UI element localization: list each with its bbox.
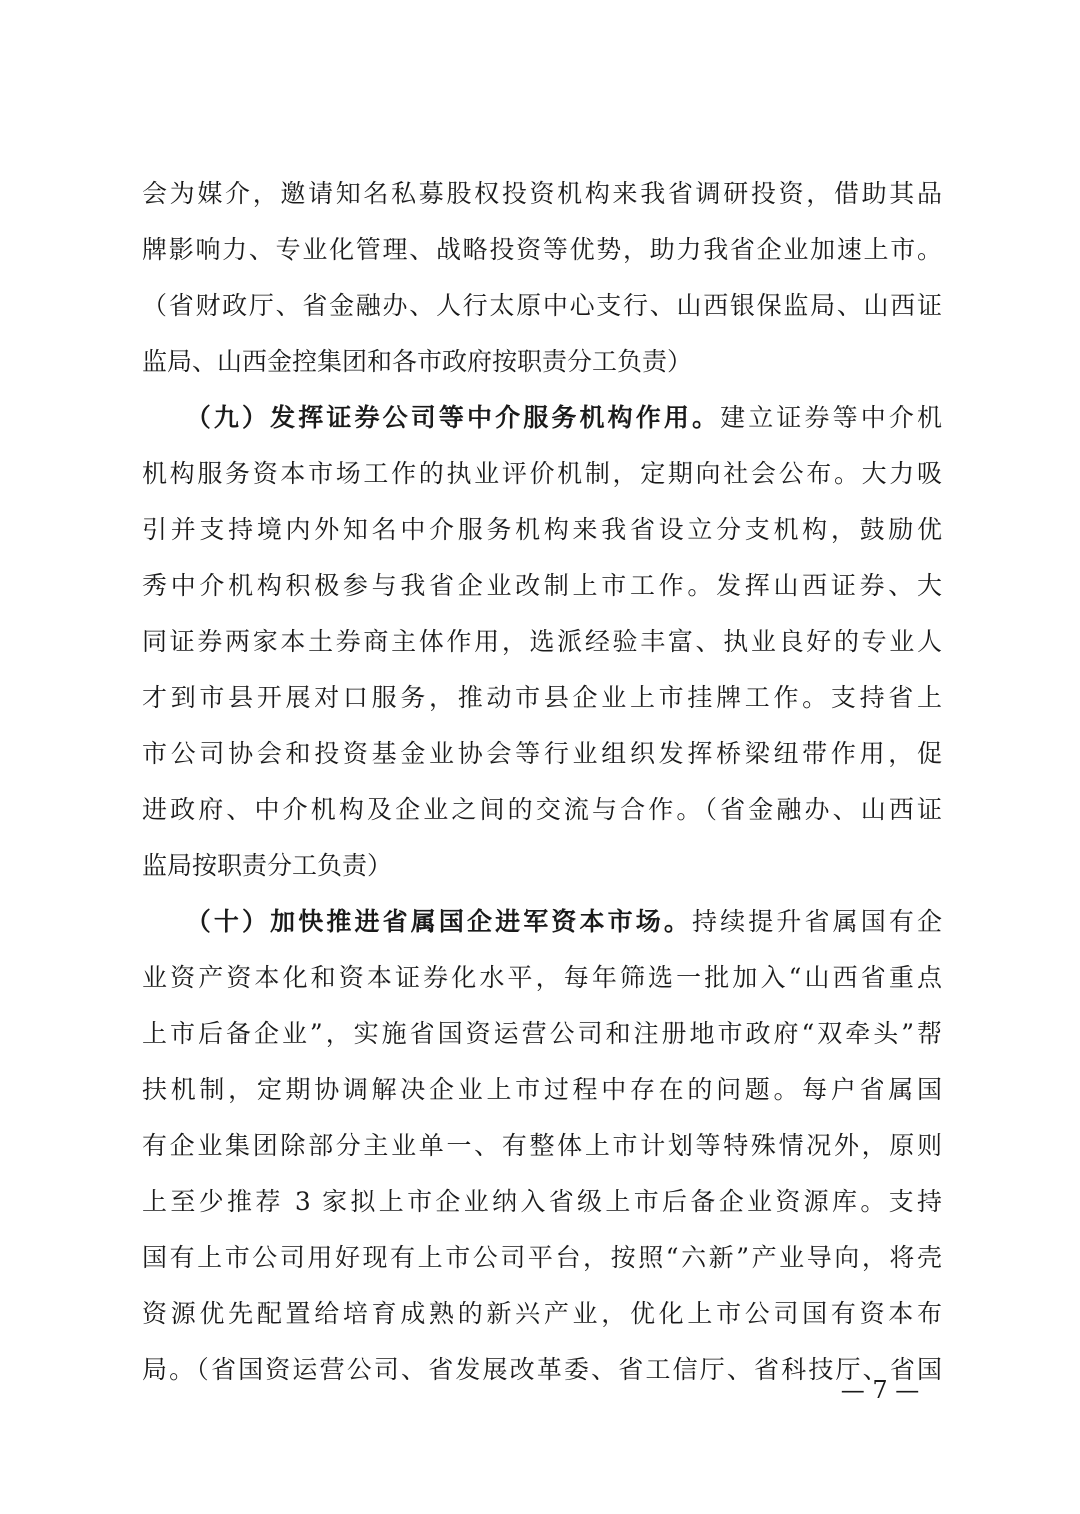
body-line: 监局、山西金控集团和各市政府按职责分工负责） (142, 347, 693, 376)
section-9-first-line (142, 398, 942, 438)
body-line: 有企业集团除部分主业单一、有整体上市计划等特殊情况外，原则 (142, 1131, 942, 1160)
section-9-heading: （九）发挥证券公司等中介服务机构作用。 (198, 403, 721, 432)
body-line: 市公司协会和投资基金业协会等行业组织发挥桥梁纽带作用，促 (142, 739, 942, 768)
body-line: 扶机制，定期协调解决企业上市过程中存在的问题。每户省属国 (142, 1075, 942, 1104)
section-10-text: 持续提升省属国有企 (691, 907, 942, 936)
body-line: 会为媒介，邀请知名私募股权投资机构来我省调研投资，借助其品 (142, 179, 942, 208)
body-line: 局。（省国资运营公司、省发展改革委、省工信厅、省科技厅、省国 (142, 1355, 942, 1384)
body-line: 才到市县开展对口服务，推动市县企业上市挂牌工作。支持省上 (142, 683, 942, 712)
body-line: 进政府、中介机构及企业之间的交流与合作。（省金融办、山西证 (142, 795, 942, 824)
section-10-heading: （十）加快推进省属国企进军资本市场。 (198, 907, 692, 936)
body-line: 监局按职责分工负责） (142, 851, 393, 880)
body-line: 引并支持境内外知名中介服务机构来我省设立分支机构，鼓励优 (142, 515, 942, 544)
body-line: 同证券两家本土券商主体作用，选派经验丰富、执业良好的专业人 (142, 627, 942, 656)
body-line: （省财政厅、省金融办、人行太原中心支行、山西银保监局、山西证 (142, 291, 942, 320)
body-line: 国有上市公司用好现有上市公司平台，按照“六新”产业导向，将壳 (142, 1243, 942, 1272)
section-10-first-line (142, 902, 942, 942)
paragraph-indent (142, 907, 198, 936)
body-line: 牌影响力、专业化管理、战略投资等优势，助力我省企业加速上市。 (142, 235, 942, 264)
body-line: 资源优先配置给培育成熟的新兴产业，优化上市公司国有资本布 (142, 1299, 942, 1328)
body-line: 上市后备企业”，实施省国资运营公司和注册地市政府“双牵头”帮 (142, 1019, 942, 1048)
body-line: 业资产资本化和资本证券化水平，每年筛选一批加入“山西省重点 (142, 963, 942, 992)
page-number: — 7 — (840, 1376, 920, 1404)
body-line: 秀中介机构积极参与我省企业改制上市工作。发挥山西证券、大 (142, 571, 942, 600)
body-line: 上至少推荐 3 家拟上市企业纳入省级上市后备企业资源库。支持 (142, 1187, 942, 1216)
paragraph-indent (142, 403, 198, 432)
section-9-text: 建立证券等中介机 (720, 403, 942, 432)
body-line: 机构服务资本市场工作的执业评价机制，定期向社会公布。大力吸 (142, 459, 942, 488)
